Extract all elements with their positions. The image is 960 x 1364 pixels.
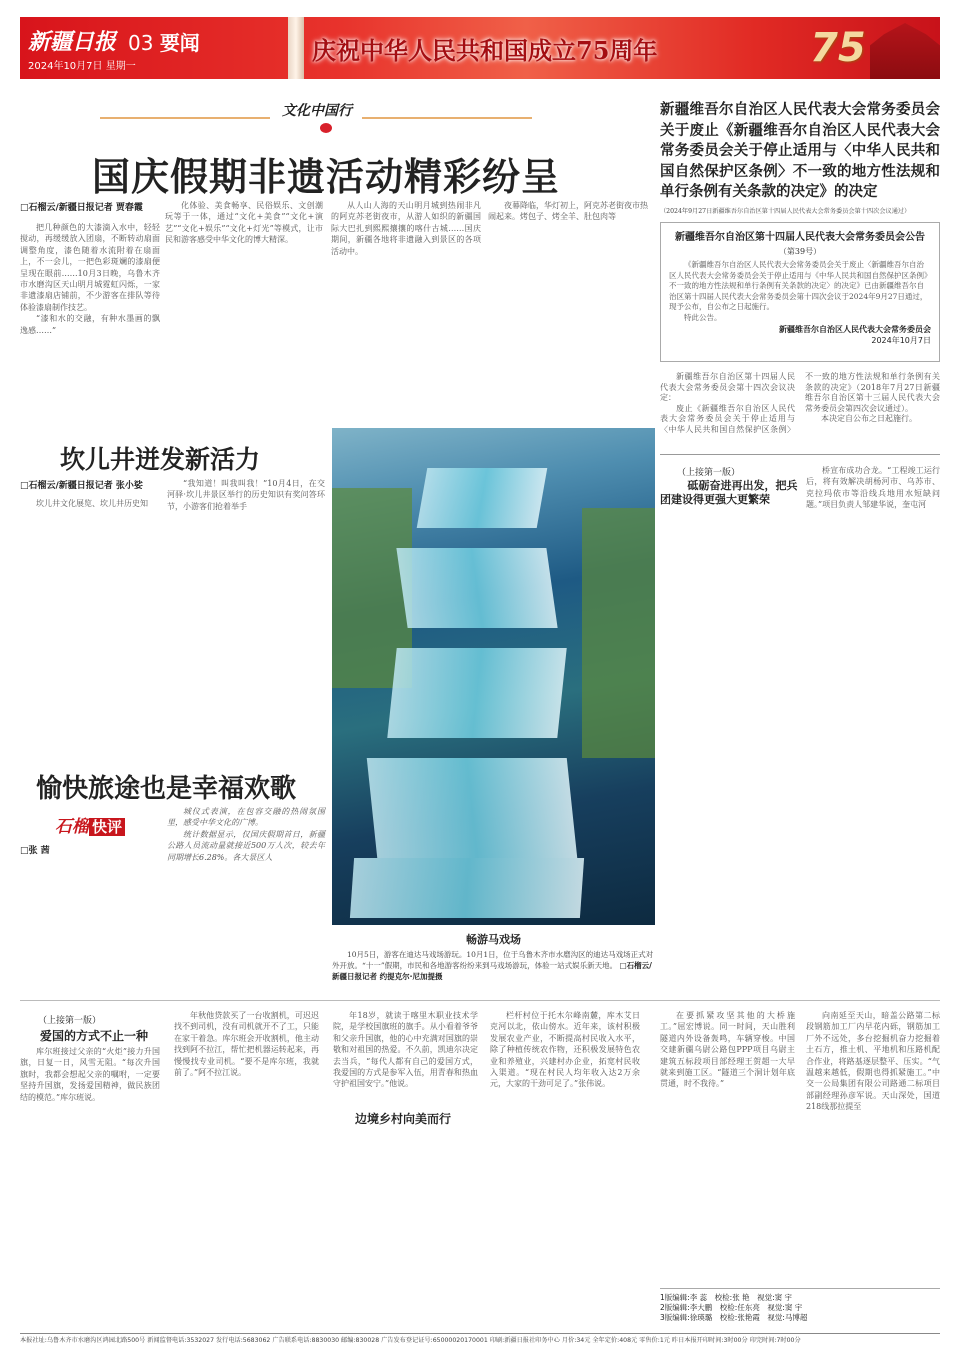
commentary-byline: □张 茜 xyxy=(20,846,50,856)
photo-caption-title: 畅游马戏场 xyxy=(466,933,521,946)
border-village-headline: 边境乡村向美而行 xyxy=(355,1112,452,1126)
publisher-footer: 本报社址:乌鲁木齐市水磨沟区鸿园北路500号 新闻监督电话:3532027 发行电话:5683062 广告联系电话:8830030 邮编:830028 广告发布登记证号:65000020170001 印刷:新疆日报社印务中心 月价:34元 全年定价:408元 零售价:1元 昨日本报开印时间:3时00分 印完时间:7时00分 xyxy=(20,1337,801,1344)
notice-body: 《新疆维吾尔自治区人民代表大会常务委员会关于废止〈新疆维吾尔自治区人民代表大会常务委员会关于停止适用与《中华人民共和国自然保护区条例》不一致的地方性法规和单行条例有关条款的决定〉的决定》已由新疆维吾尔自治区第十四届人民代表大会常务委员会第十四次会议于2024年9月27日通过，现予公布，自公布之日起施行。 xyxy=(669,260,928,311)
series-logo: 文化中国行 xyxy=(282,103,352,119)
paragraph: 年18岁，就读于喀里木职业技术学院，是学校国旗班的旗手。从小看着爷爷和父亲升国旗，他的心中充满对国旗的崇敬和对祖国的热爱。不久前，凯迪尔决定去当兵，“每代人都有自己的爱国方式，我爱国的方式是参军入伍，用青春和热血守护祖国安宁。”他说。 xyxy=(333,1011,478,1089)
feature-column-4 xyxy=(488,200,648,223)
editor-line: 3版编辑:徐瑛璐 校检:张艳霞 视觉:马博超 xyxy=(660,1313,808,1322)
photo-credit: □石榴云/新疆日报记者 约提克尔·尼加提摄 xyxy=(332,961,652,981)
masthead-banner xyxy=(20,17,940,79)
paragraph: 夜幕降临，华灯初上，阿克苏老街夜市热闹起来。烤包子、烤全羊、肚包肉等 xyxy=(488,201,648,222)
bingtuan-headline: 砥砺奋进再出发，把兵团建设得更强大更繁荣 xyxy=(660,479,798,506)
notice-number: （第39号） xyxy=(778,247,822,256)
karez-byline: □石榴云/新疆日报记者 张小娑 xyxy=(20,481,143,491)
seal-mark-icon xyxy=(320,123,332,133)
column-logo: 石榴 快评 xyxy=(55,812,125,837)
notice-title: 新疆维吾尔自治区第十四届人民代表大会常务委员会公告 xyxy=(675,232,925,243)
banner-slogan: 庆祝中华人民共和国成立75周年 xyxy=(312,36,658,65)
divider xyxy=(660,454,940,455)
divider xyxy=(100,117,270,119)
feature-byline: □石榴云/新疆日报记者 贾春霞 xyxy=(20,203,143,213)
bottom-column-3 xyxy=(333,1010,478,1090)
decision-subtitle: （2024年9月27日新疆维吾尔自治区第十四届人民代表大会常务委员会第十四次会议通过） xyxy=(660,208,911,215)
editor-line: 1版编辑:李 蕊 校检:张 艳 视觉:窦 宇 xyxy=(660,1293,793,1302)
feature-column-1 xyxy=(20,222,160,336)
paragraph: 在要抓紧攻坚其他的大桥施工。”屈宏博说。同一时间，天山胜利隧道内外设备轰鸣，车辆穿梭。中国交建新疆乌尉公路包PPP项目乌尉主建筑五标段项目部经理王贺超一大早就来到施工区。“隧道三个洞计划年底贯通，时不我待。” xyxy=(660,1011,795,1089)
divider xyxy=(20,1000,940,1001)
paragraph: 化体验、美食畅享、民俗娱乐、文创潮玩等于一体，通过“文化+美食”“文化+演艺”“文化+娱乐”“文化+灯光”等模式，让市民和游客感受中华文化的博大精深。 xyxy=(165,201,323,245)
karez-column-2 xyxy=(167,478,325,512)
bottom-column-5 xyxy=(660,1010,795,1090)
notice-signatory: 新疆维吾尔自治区人民代表大会常务委员会 xyxy=(779,325,931,334)
anniversary-75-logo: 75 xyxy=(810,25,866,71)
decision-title: 新疆维吾尔自治区人民代表大会常务委员会关于废止《新疆维吾尔自治区人民代表大会常务委员会关于停止适用与〈中华人民共和国自然保护区条例〉不一致的地方性法规和单行条例有关条款的决定》的决定 xyxy=(660,102,940,200)
karez-column-1 xyxy=(20,498,160,509)
paragraph: 向南延至天山，暗盖公路第二标段钢筋加工厂内早花内砾，钢筋加工厂外不远处，多台挖掘机奋力挖掘着土石方，推土机、平地机和压路机配合作业，将路基逐层整平、压实。“气温越来越低，假期也得抓紧施工。”中交一公局集团有限公司路通二标项目部副经理孙彦军说。天山深处，国道218线那拉提至 xyxy=(806,1011,940,1112)
photo-caption xyxy=(332,949,655,982)
paragraph: 把几种颜色的大漆滴入水中，轻轻搅动，再缓缓放入团扇，不断转动扇面调整角度，漆色随着水流附着在扇面上，不一会儿，一把色彩斑斓的漆扇便呈现在眼前……10月3日晚，乌鲁木齐市水磨沟区天山明月城霓虹闪烁，一家非遗漆扇店铺前，不少游客在排队等待体验漆扇制作技艺。 xyxy=(20,223,160,312)
page-number: 03 xyxy=(128,31,154,55)
karez-headline: 坎儿井迸发新活力 xyxy=(60,445,261,474)
page-section xyxy=(128,27,200,56)
feature-headline: 国庆假期非遗活动精彩纷呈 xyxy=(92,155,561,199)
news-photo xyxy=(332,428,655,925)
patriotism-headline: 爱国的方式不止一种 xyxy=(40,1029,149,1043)
paragraph: 桥宣布成功合龙。“工程竣工运行后，将有效解决胡杨河市、乌苏市、克拉玛依市等沿线兵地用水短缺问题。”项目负责人邹建华说，奎屯河 xyxy=(806,466,940,510)
section-name: 要闻 xyxy=(159,31,200,55)
commentary-headline: 愉快旅途也是幸福欢歌 xyxy=(36,774,297,804)
continued-label: （上接第一版） xyxy=(677,468,741,478)
paragraph: 新疆维吾尔自治区第十四届人民代表大会常务委员会第十四次会议决定： xyxy=(660,372,795,402)
paragraph: “我知道！叫我叫我！”10月4日，在交河驿·坎儿井景区举行的历史知识有奖问答环节，小游客们抢着举手 xyxy=(167,479,325,511)
bingtuan-column-2 xyxy=(806,465,940,511)
editor-line: 2版编辑:李大鹏 校检:任东亮 视觉:窦 宇 xyxy=(660,1303,803,1312)
paragraph: 栏杆村位于托木尔峰南麓，库木艾日克河以北，依山傍水。近年来，该村积极发展农业产业，不断提高村民收入水平，除了种植传统农作物，还积极发展特色农业和养殖业，兴建村办企业，拓宽村民收入渠道。“现在村民人均年收入达2万余元，大家的干劲可足了。”张伟说。 xyxy=(490,1011,640,1089)
bottom-column-4 xyxy=(490,1010,640,1090)
paragraph: 库尔班接过父亲的“火炬”接力升国旗，日复一日，风雪无阻。“每次升国旗时，我都会想起父亲的嘱咐，一定要坚持升国旗，发扬爱国精神，做民族团结的模范。”库尔班说。 xyxy=(20,1047,160,1102)
bottom-column-6 xyxy=(806,1010,940,1113)
paragraph: 从人山人海的天山明月城到热闹非凡的阿克苏老街夜市，从游人如织的新疆国际大巴扎到熙熙攘攘的喀什古城……国庆期间，新疆各地将非遗融入到景区的各项活动中。 xyxy=(331,201,481,256)
bottom-column-2 xyxy=(174,1010,319,1078)
commentary-column-2 xyxy=(167,806,325,863)
caption-text: 10月5日，游客在迪达马戏场游玩。10月1日，位于乌鲁木齐市水磨沟区的迪达马戏场正式对外开放。“十一”假期，市民和各地游客纷纷来到马戏场游玩，体验一站式娱乐新天地。 xyxy=(332,950,654,970)
continued-label: （上接第一版） xyxy=(38,1016,102,1026)
notice-date: 2024年10月7日 xyxy=(871,336,931,345)
paper-name-logo: 新疆日报 xyxy=(28,29,117,55)
paragraph: 城仪式表演，在包容交融的热闹氛围里，感受中华文化的广博。 xyxy=(167,807,325,828)
paragraph: 本决定自公布之日起施行。 xyxy=(821,414,917,423)
paragraph: 废止《新疆维吾尔自治区人民代表大会常务委员会关于停止适用与〈中华人民共和国自然保护区条例〉不一致的地方性法规和单行条例有关条款的决定》（2018年7月27日新疆维吾尔自治区第十三届人民代表大会常务委员会第四次会议通过）。 xyxy=(660,372,940,434)
huabiao-pillar-icon xyxy=(288,17,304,79)
paragraph: 年秋他贷款买了一台收割机，可迟迟找不到司机，没有司机就开不了工，只能在家干着急。库尔班会开收割机，他主动找到阿不拉江，帮忙把机器运转起来，再慢慢找专业司机。“要不是库尔班，我就前了。”阿不拉江说。 xyxy=(174,1011,319,1078)
bottom-column-1 xyxy=(20,1046,160,1103)
divider xyxy=(660,1288,940,1289)
editor-credits xyxy=(660,1293,860,1323)
feature-column-3 xyxy=(331,200,481,257)
paragraph: 统计数据显示，仅国庆假期首日，新疆公路人员流动量就接近500万人次，较去年同期增长6.28%。各大景区人 xyxy=(167,829,325,862)
paragraph: 坎儿井文化展览、坎儿井历史知 xyxy=(36,499,148,508)
divider xyxy=(20,1333,940,1334)
tiananmen-gate-icon xyxy=(870,23,940,79)
paragraph: “漆和水的交融，有种水墨画的飘逸感……” xyxy=(20,314,160,335)
feature-column-2 xyxy=(165,200,323,246)
notice-box xyxy=(660,222,940,362)
decision-body xyxy=(660,372,940,435)
divider xyxy=(362,117,532,119)
notice-closing: 特此公告。 xyxy=(684,312,722,322)
issue-date: 2024年10月7日 星期一 xyxy=(28,61,136,72)
